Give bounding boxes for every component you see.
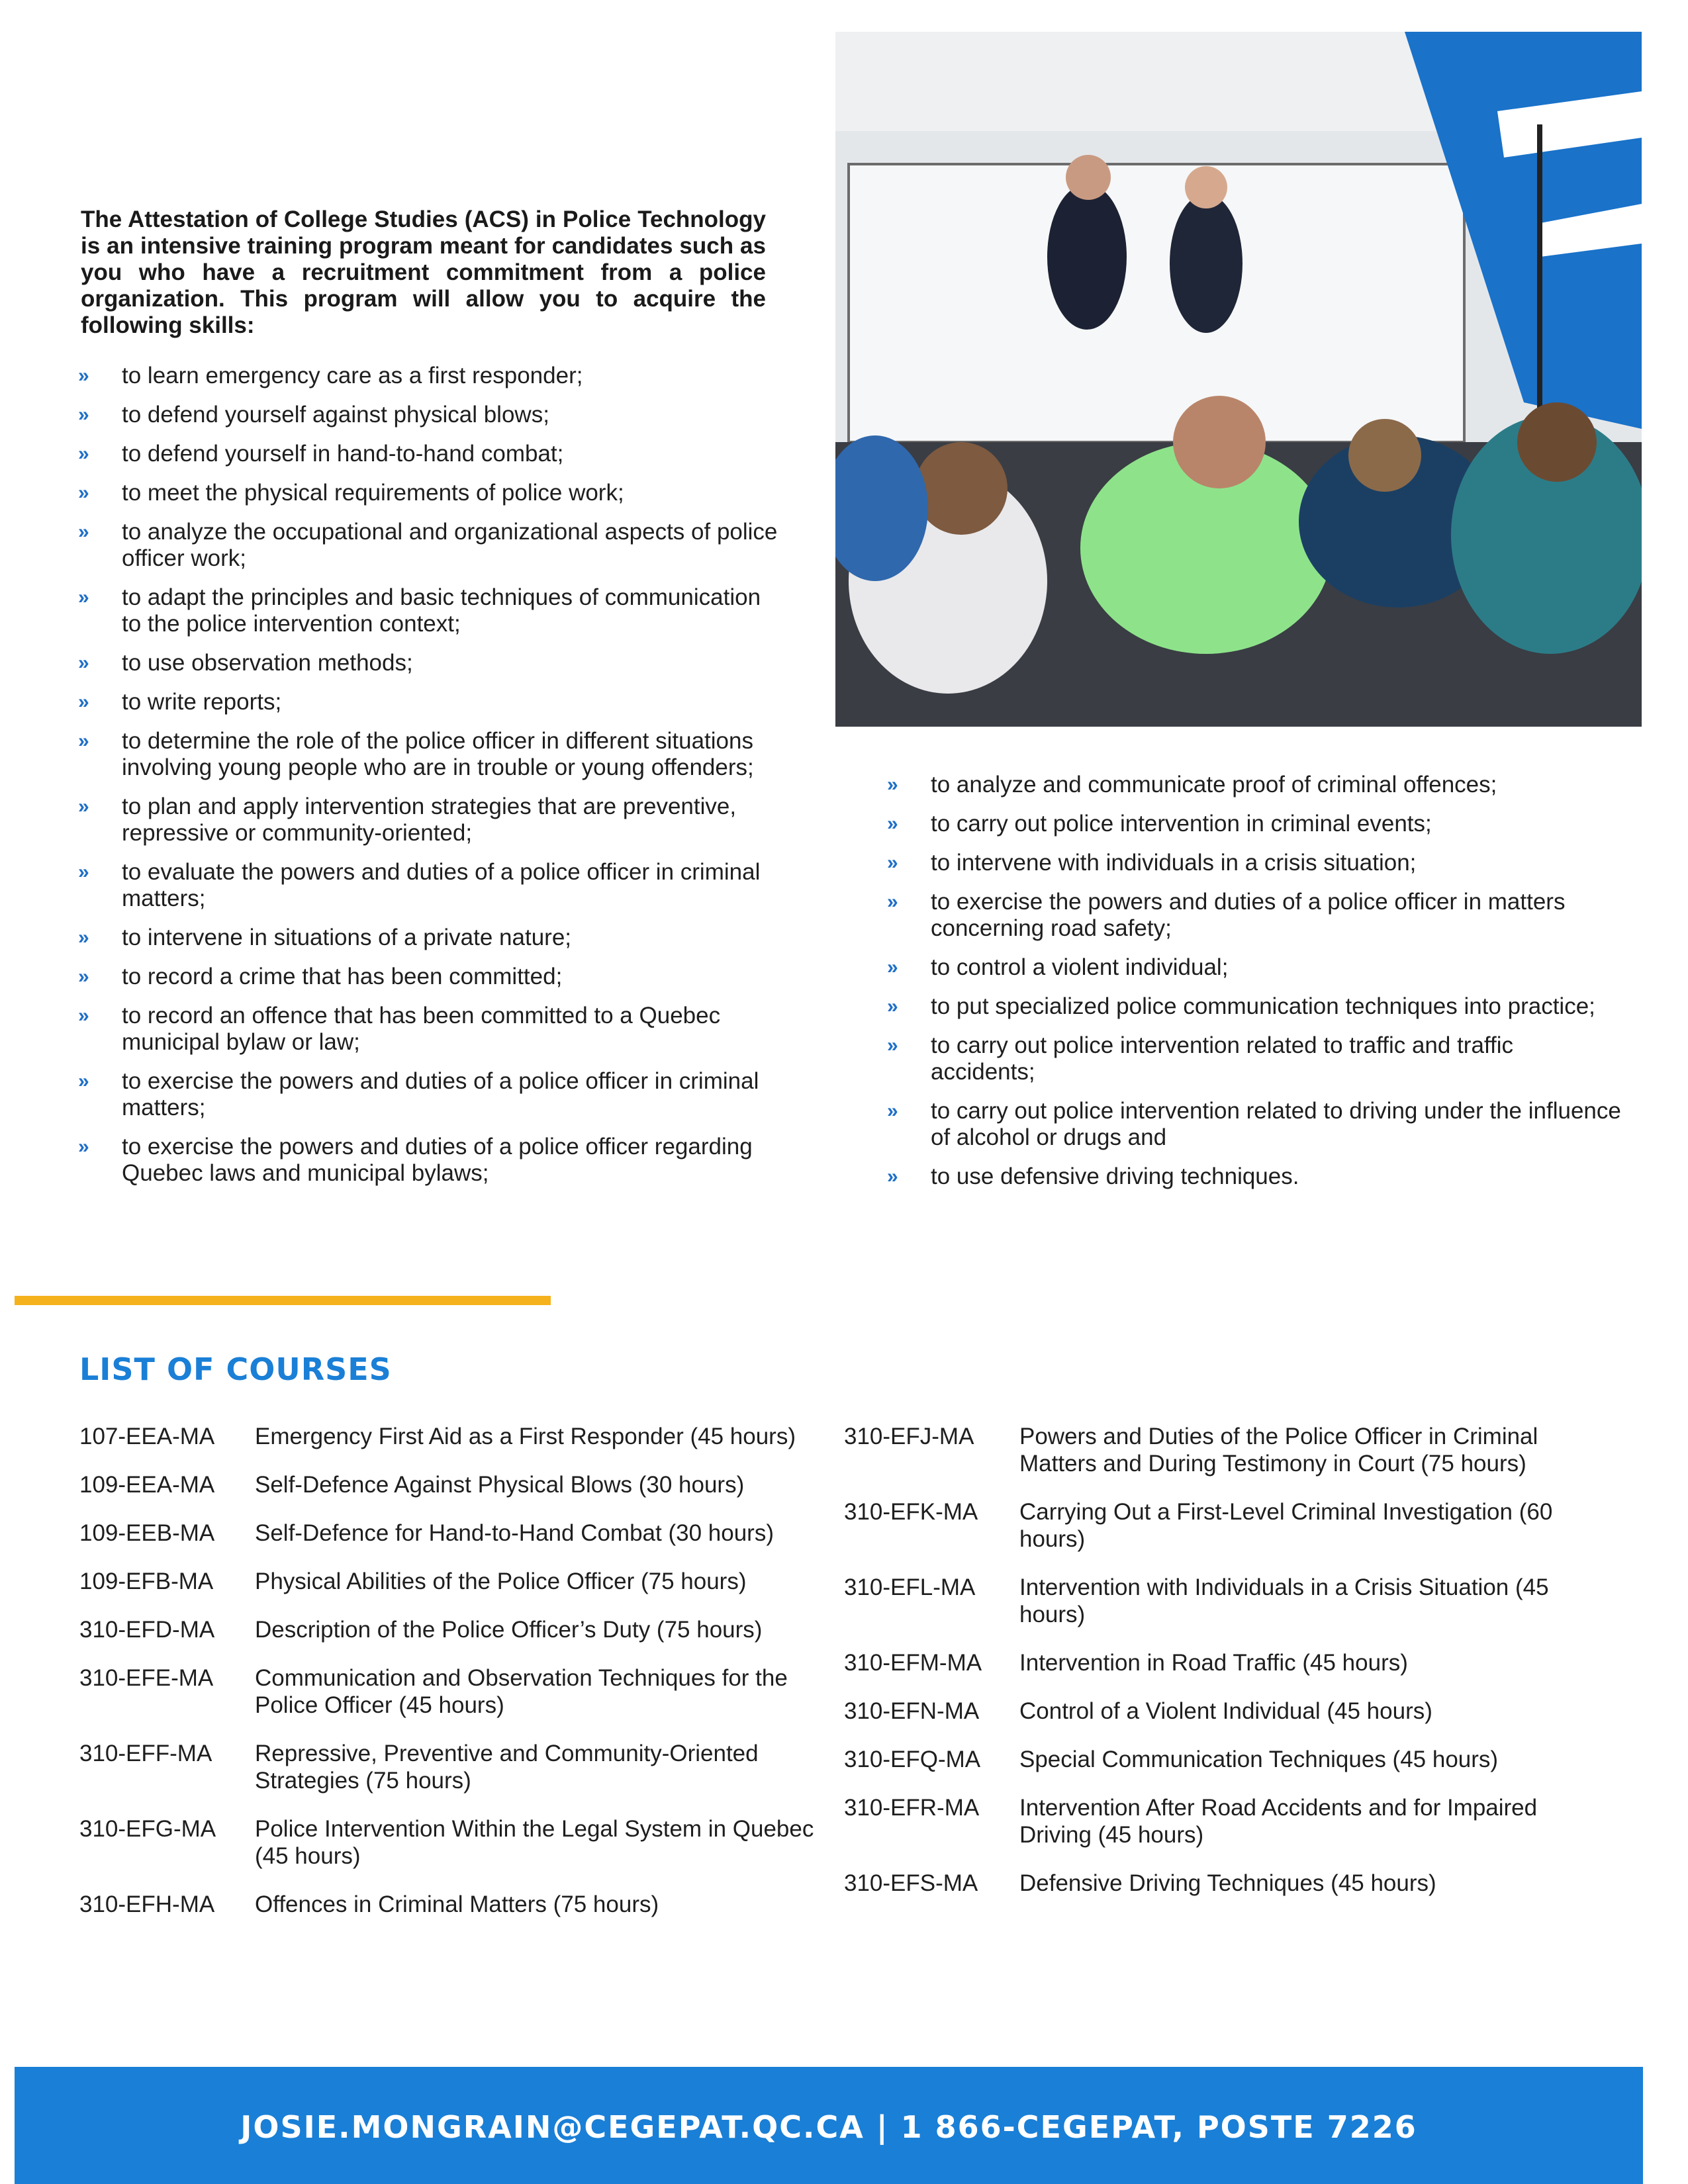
bullet-icon: » bbox=[887, 891, 898, 913]
skill-item bbox=[78, 1003, 780, 1056]
classroom-photo-illustration bbox=[835, 32, 1642, 727]
skill-item bbox=[887, 811, 1622, 837]
skill-item bbox=[887, 993, 1622, 1020]
course-code: 109-EEB-MA bbox=[79, 1520, 215, 1546]
skill-item bbox=[78, 1068, 780, 1121]
skill-text: to learn emergency care as a first responder; bbox=[122, 363, 583, 388]
course-code: 310-EFQ-MA bbox=[844, 1747, 981, 1772]
bullet-icon: » bbox=[78, 482, 89, 504]
skill-item bbox=[78, 480, 780, 506]
course-row bbox=[79, 1423, 814, 1450]
skill-text: to determine the role of the police officer in different situations involving young people who are in trouble or young offenders; bbox=[122, 728, 754, 780]
bullet-icon: » bbox=[887, 813, 898, 835]
skill-text: to analyze the occupational and organizational aspects of police officer work; bbox=[122, 519, 778, 571]
bullet-icon: » bbox=[887, 995, 898, 1017]
skill-item bbox=[78, 519, 780, 572]
bullet-icon: » bbox=[78, 1136, 89, 1158]
skill-item bbox=[78, 964, 780, 990]
bullet-icon: » bbox=[78, 861, 89, 883]
skill-item bbox=[78, 402, 780, 428]
course-row bbox=[844, 1574, 1599, 1628]
course-title: Self-Defence for Hand-to-Hand Combat (30 hours) bbox=[255, 1520, 774, 1546]
course-row bbox=[79, 1891, 814, 1918]
skill-text: to intervene with individuals in a crisis situation; bbox=[931, 850, 1417, 876]
course-row bbox=[79, 1568, 814, 1595]
skill-item bbox=[887, 1098, 1622, 1151]
course-row bbox=[844, 1649, 1599, 1676]
course-title: Police Intervention Within the Legal System in Quebec (45 hours) bbox=[255, 1816, 814, 1869]
course-row bbox=[79, 1616, 814, 1643]
skill-item bbox=[78, 650, 780, 676]
course-title: Self-Defence Against Physical Blows (30 hours) bbox=[255, 1472, 745, 1498]
course-title: Description of the Police Officer’s Duty (75 hours) bbox=[255, 1617, 763, 1643]
course-row bbox=[79, 1815, 814, 1870]
course-code: 310-EFD-MA bbox=[79, 1617, 215, 1643]
bullet-icon: » bbox=[78, 586, 89, 608]
bullet-icon: » bbox=[78, 1005, 89, 1026]
course-title: Offences in Criminal Matters (75 hours) bbox=[255, 1891, 659, 1917]
classroom-photo bbox=[835, 32, 1642, 727]
bullet-icon: » bbox=[78, 652, 89, 674]
skill-text: to adapt the principles and basic techniques of communication to the police intervention context; bbox=[122, 584, 761, 637]
course-title: Intervention with Individuals in a Crisis Situation (45 hours) bbox=[1019, 1574, 1549, 1627]
course-code: 310-EFH-MA bbox=[79, 1891, 215, 1917]
skill-text: to carry out police intervention related to driving under the influence of alcohol or drugs and bbox=[931, 1098, 1621, 1150]
skill-item bbox=[78, 859, 780, 912]
skill-text: to evaluate the powers and duties of a police officer in criminal matters; bbox=[122, 859, 761, 911]
course-code: 310-EFN-MA bbox=[844, 1698, 980, 1724]
course-title: Repressive, Preventive and Community-Oriented Strategies (75 hours) bbox=[255, 1741, 759, 1794]
courses-list-left bbox=[79, 1423, 814, 1939]
course-code: 310-EFR-MA bbox=[844, 1795, 980, 1821]
bullet-icon: » bbox=[78, 966, 89, 987]
course-code: 310-EFJ-MA bbox=[844, 1424, 974, 1449]
skill-text: to defend yourself in hand-to-hand combat; bbox=[122, 441, 564, 467]
skill-item bbox=[887, 1163, 1622, 1190]
skills-list-left bbox=[78, 363, 780, 1199]
course-title: Communication and Observation Techniques for the Police Officer (45 hours) bbox=[255, 1665, 788, 1718]
skill-text: to record a crime that has been committed; bbox=[122, 964, 563, 989]
skill-text: to record an offence that has been committed to a Quebec municipal bylaw or law; bbox=[122, 1003, 721, 1055]
course-title: Powers and Duties of the Police Officer in Criminal Matters and During Testimony in Court (75 hours) bbox=[1019, 1424, 1538, 1477]
contact-info: JOSIE.MONGRAIN@CEGEPAT.QC.CA | 1 866-CEGEPAT, POSTE 7226 bbox=[240, 2109, 1417, 2145]
yellow-divider bbox=[15, 1296, 551, 1305]
skill-text: to plan and apply intervention strategies that are preventive, repressive or community-oriented; bbox=[122, 794, 737, 846]
course-code: 310-EFM-MA bbox=[844, 1650, 982, 1676]
course-title: Emergency First Aid as a First Responder (45 hours) bbox=[255, 1424, 796, 1449]
skill-item bbox=[887, 954, 1622, 981]
bullet-icon: » bbox=[887, 956, 898, 978]
skill-text: to write reports; bbox=[122, 689, 282, 715]
course-row bbox=[79, 1740, 814, 1794]
course-title: Defensive Driving Techniques (45 hours) bbox=[1019, 1870, 1436, 1896]
contact-footer-bar bbox=[15, 2067, 1643, 2184]
bullet-icon: » bbox=[887, 1165, 898, 1187]
skill-text: to control a violent individual; bbox=[931, 954, 1229, 980]
skill-item bbox=[78, 1134, 780, 1187]
skill-item bbox=[78, 584, 780, 637]
skill-text: to use defensive driving techniques. bbox=[931, 1163, 1299, 1189]
bullet-icon: » bbox=[78, 1070, 89, 1092]
course-code: 310-EFS-MA bbox=[844, 1870, 978, 1896]
courses-list-right bbox=[844, 1423, 1599, 1918]
skill-item bbox=[887, 850, 1622, 876]
intro-paragraph: The Attestation of College Studies (ACS) in Police Technology is an intensive training program meant for candidates such as you who have a recruitment commitment from a police organization. This program will allow you to acquire the following skills: bbox=[81, 206, 766, 338]
skill-text: to exercise the powers and duties of a police officer regarding Quebec laws and municipal bylaws; bbox=[122, 1134, 753, 1186]
bullet-icon: » bbox=[78, 404, 89, 426]
course-title: Physical Abilities of the Police Officer (75 hours) bbox=[255, 1569, 747, 1594]
skill-item bbox=[78, 794, 780, 846]
course-row bbox=[844, 1698, 1599, 1725]
skill-item bbox=[78, 441, 780, 467]
bullet-icon: » bbox=[78, 365, 89, 387]
course-row bbox=[844, 1746, 1599, 1773]
course-code: 310-EFE-MA bbox=[79, 1665, 214, 1691]
course-code: 107-EEA-MA bbox=[79, 1424, 215, 1449]
skill-text: to use observation methods; bbox=[122, 650, 413, 676]
bullet-icon: » bbox=[78, 521, 89, 543]
course-row bbox=[79, 1520, 814, 1547]
skill-item bbox=[887, 772, 1622, 798]
skill-text: to carry out police intervention in criminal events; bbox=[931, 811, 1432, 837]
course-row bbox=[844, 1794, 1599, 1848]
skill-text: to put specialized police communication techniques into practice; bbox=[931, 993, 1595, 1019]
course-row bbox=[844, 1423, 1599, 1477]
bullet-icon: » bbox=[887, 1034, 898, 1056]
courses-heading: LIST OF COURSES bbox=[79, 1351, 392, 1387]
bullet-icon: » bbox=[887, 852, 898, 874]
skill-item bbox=[78, 728, 780, 781]
skill-text: to analyze and communicate proof of criminal offences; bbox=[931, 772, 1497, 797]
skills-list-right bbox=[887, 772, 1622, 1203]
bullet-icon: » bbox=[78, 796, 89, 817]
bullet-icon: » bbox=[78, 927, 89, 948]
skill-item bbox=[78, 363, 780, 389]
skill-item bbox=[78, 925, 780, 951]
bullet-icon: » bbox=[78, 691, 89, 713]
skill-text: to intervene in situations of a private nature; bbox=[122, 925, 572, 950]
bullet-icon: » bbox=[887, 1100, 898, 1122]
bullet-icon: » bbox=[78, 443, 89, 465]
skill-text: to meet the physical requirements of police work; bbox=[122, 480, 624, 506]
course-title: Intervention After Road Accidents and for Impaired Driving (45 hours) bbox=[1019, 1795, 1538, 1848]
course-code: 310-EFG-MA bbox=[79, 1816, 216, 1842]
skill-text: to exercise the powers and duties of a police officer in matters concerning road safety; bbox=[931, 889, 1566, 941]
course-code: 109-EFB-MA bbox=[79, 1569, 214, 1594]
skill-text: to defend yourself against physical blows; bbox=[122, 402, 549, 428]
course-row bbox=[844, 1498, 1599, 1553]
course-row bbox=[844, 1870, 1599, 1897]
skill-text: to exercise the powers and duties of a police officer in criminal matters; bbox=[122, 1068, 759, 1120]
skill-item bbox=[887, 1032, 1622, 1085]
course-code: 310-EFF-MA bbox=[79, 1741, 212, 1766]
skill-text: to carry out police intervention related to traffic and traffic accidents; bbox=[931, 1032, 1514, 1085]
skill-item bbox=[887, 889, 1622, 942]
course-title: Intervention in Road Traffic (45 hours) bbox=[1019, 1650, 1408, 1676]
course-row bbox=[79, 1664, 814, 1719]
bullet-icon: » bbox=[78, 730, 89, 752]
course-row bbox=[79, 1471, 814, 1498]
course-title: Special Communication Techniques (45 hours) bbox=[1019, 1747, 1499, 1772]
skill-item bbox=[78, 689, 780, 715]
course-code: 310-EFK-MA bbox=[844, 1499, 978, 1525]
course-code: 310-EFL-MA bbox=[844, 1574, 976, 1600]
course-title: Carrying Out a First-Level Criminal Investigation (60 hours) bbox=[1019, 1499, 1553, 1552]
bullet-icon: » bbox=[887, 774, 898, 796]
course-title: Control of a Violent Individual (45 hours) bbox=[1019, 1698, 1432, 1724]
course-code: 109-EEA-MA bbox=[79, 1472, 215, 1498]
